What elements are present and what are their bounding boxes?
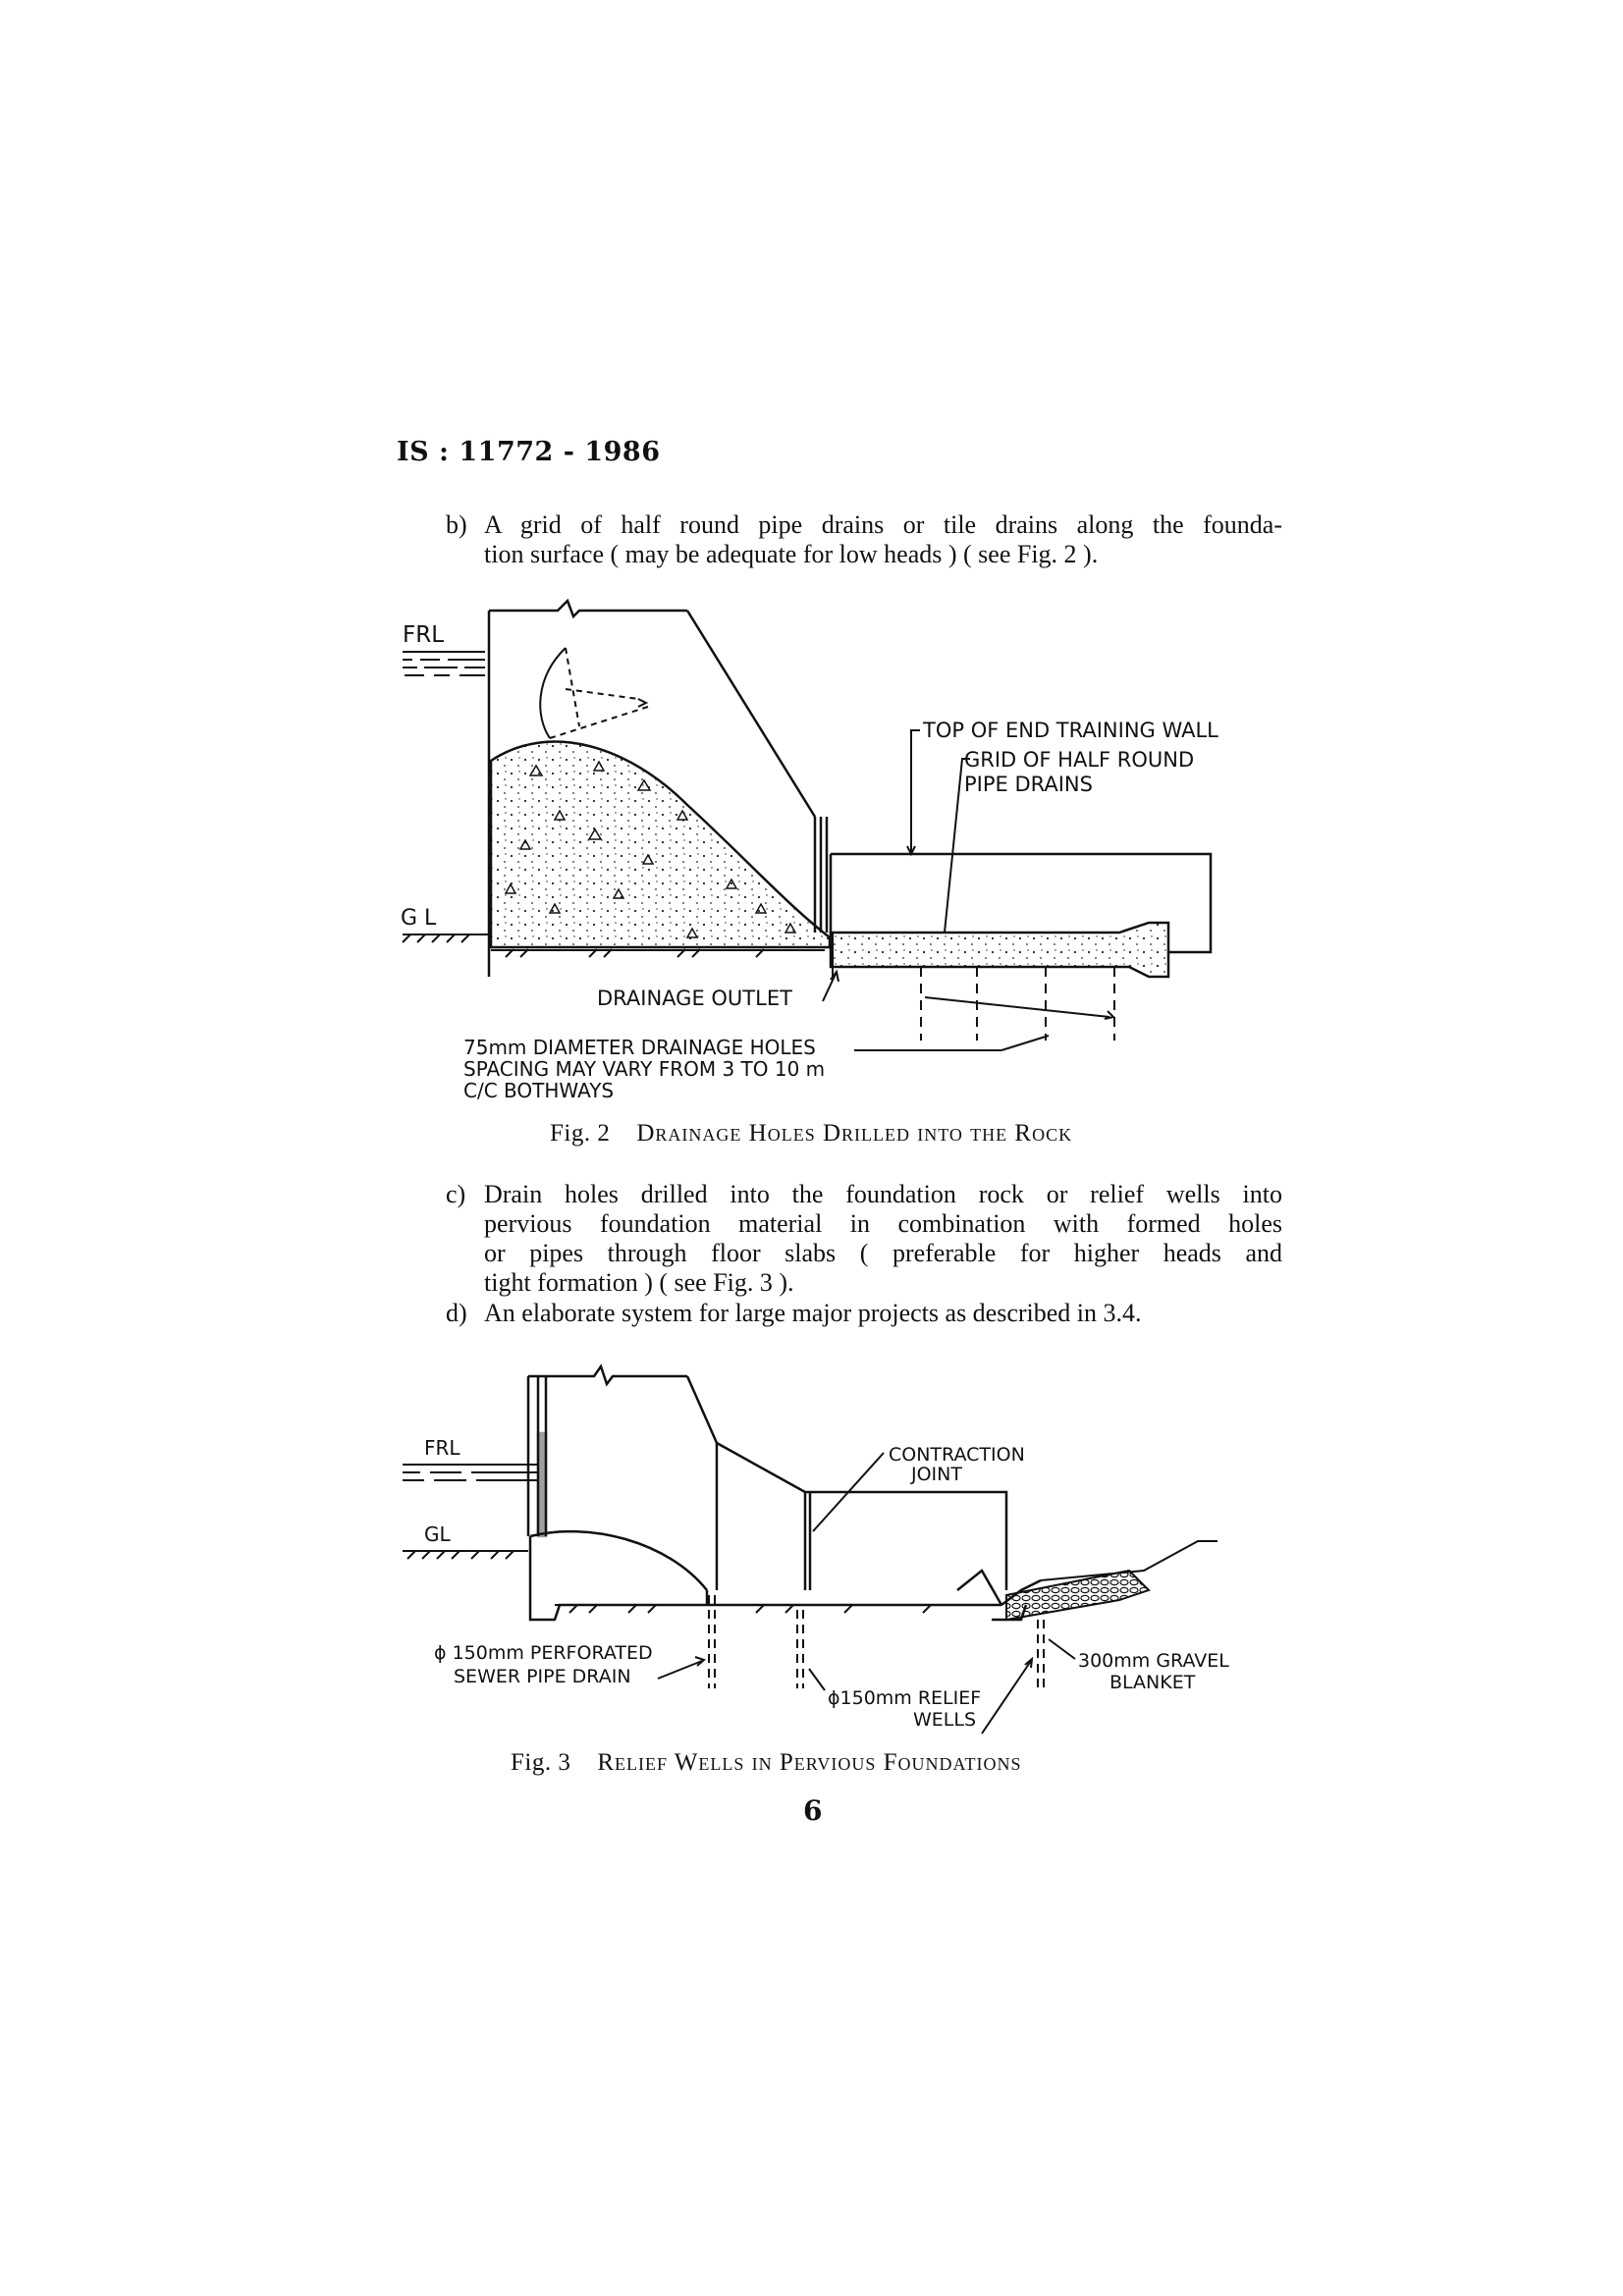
dam-outline [530,1376,1041,1620]
paragraph-line: tion surface ( may be adequate for low heads ) ( see Fig. 2 ). [484,540,1099,568]
fig3-title: Relief Wells in Pervious Foundations [597,1749,1022,1776]
water-level-lines [403,1465,538,1480]
top-wall-label: TOP OF END TRAINING WALL [923,719,1218,742]
fig3-caption [511,1749,1022,1777]
standard-number-header: IS : 11772 - 1986 [397,437,661,467]
paragraph-line: Drain holes drilled into the foundation rock or relief wells into [484,1180,1282,1208]
holes-label-line2: SPACING MAY VARY FROM 3 TO 10 m [463,1057,826,1081]
outlet-label: DRAINAGE OUTLET [597,987,792,1010]
relief-wells-line1: ɸ150mm RELIEF [828,1687,982,1709]
holes-label-line3: C/C BOTHWAYS [463,1079,615,1102]
paragraph-line: An elaborate system for large major projects as described in 3.4. [484,1299,1142,1327]
paragraph-line: pervious foundation material in combination with formed holes [484,1209,1282,1238]
fig2-title: Drainage Holes Drilled into the Rock [636,1120,1073,1147]
fig3-number: Fig. 3 [511,1749,571,1776]
page-number: 6 [803,1794,823,1827]
contraction-joint-line1: CONTRACTION [889,1444,1025,1466]
frl-label: FRL [403,622,445,648]
relief-wells-line2: WELLS [913,1709,977,1731]
fig2-number: Fig. 2 [550,1120,611,1147]
grid-label-line2: PIPE DRAINS [964,773,1093,796]
gravel-blanket-line1: 300mm GRAVEL [1078,1650,1229,1672]
paragraph-line: tight formation ) ( see Fig. 3 ). [484,1268,794,1297]
contraction-joint-line2: JOINT [911,1464,962,1485]
item-label: d) [446,1299,467,1327]
gravel-blanket [1006,1571,1149,1620]
gl-label: GL [424,1522,451,1546]
gravel-blanket-line2: BLANKET [1109,1672,1196,1693]
gl-label: G L [401,906,437,931]
item-label: c) [446,1180,466,1208]
grid-label-line1: GRID OF HALF ROUND [964,748,1195,772]
pipe-drain-line2: SEWER PIPE DRAIN [454,1666,631,1687]
paragraph-line: A grid of half round pipe drains or tile drains along the founda- [484,510,1282,539]
pipe-drain-line1: ɸ 150mm PERFORATED [434,1642,653,1664]
holes-label-line1: 75mm DIAMETER DRAINAGE HOLES [463,1036,816,1059]
gate-column [528,1366,687,1536]
item-label: b) [446,510,467,539]
paragraph-line: or pipes through floor slabs ( preferable for higher heads and [484,1239,1282,1267]
frl-label: FRL [424,1436,460,1460]
